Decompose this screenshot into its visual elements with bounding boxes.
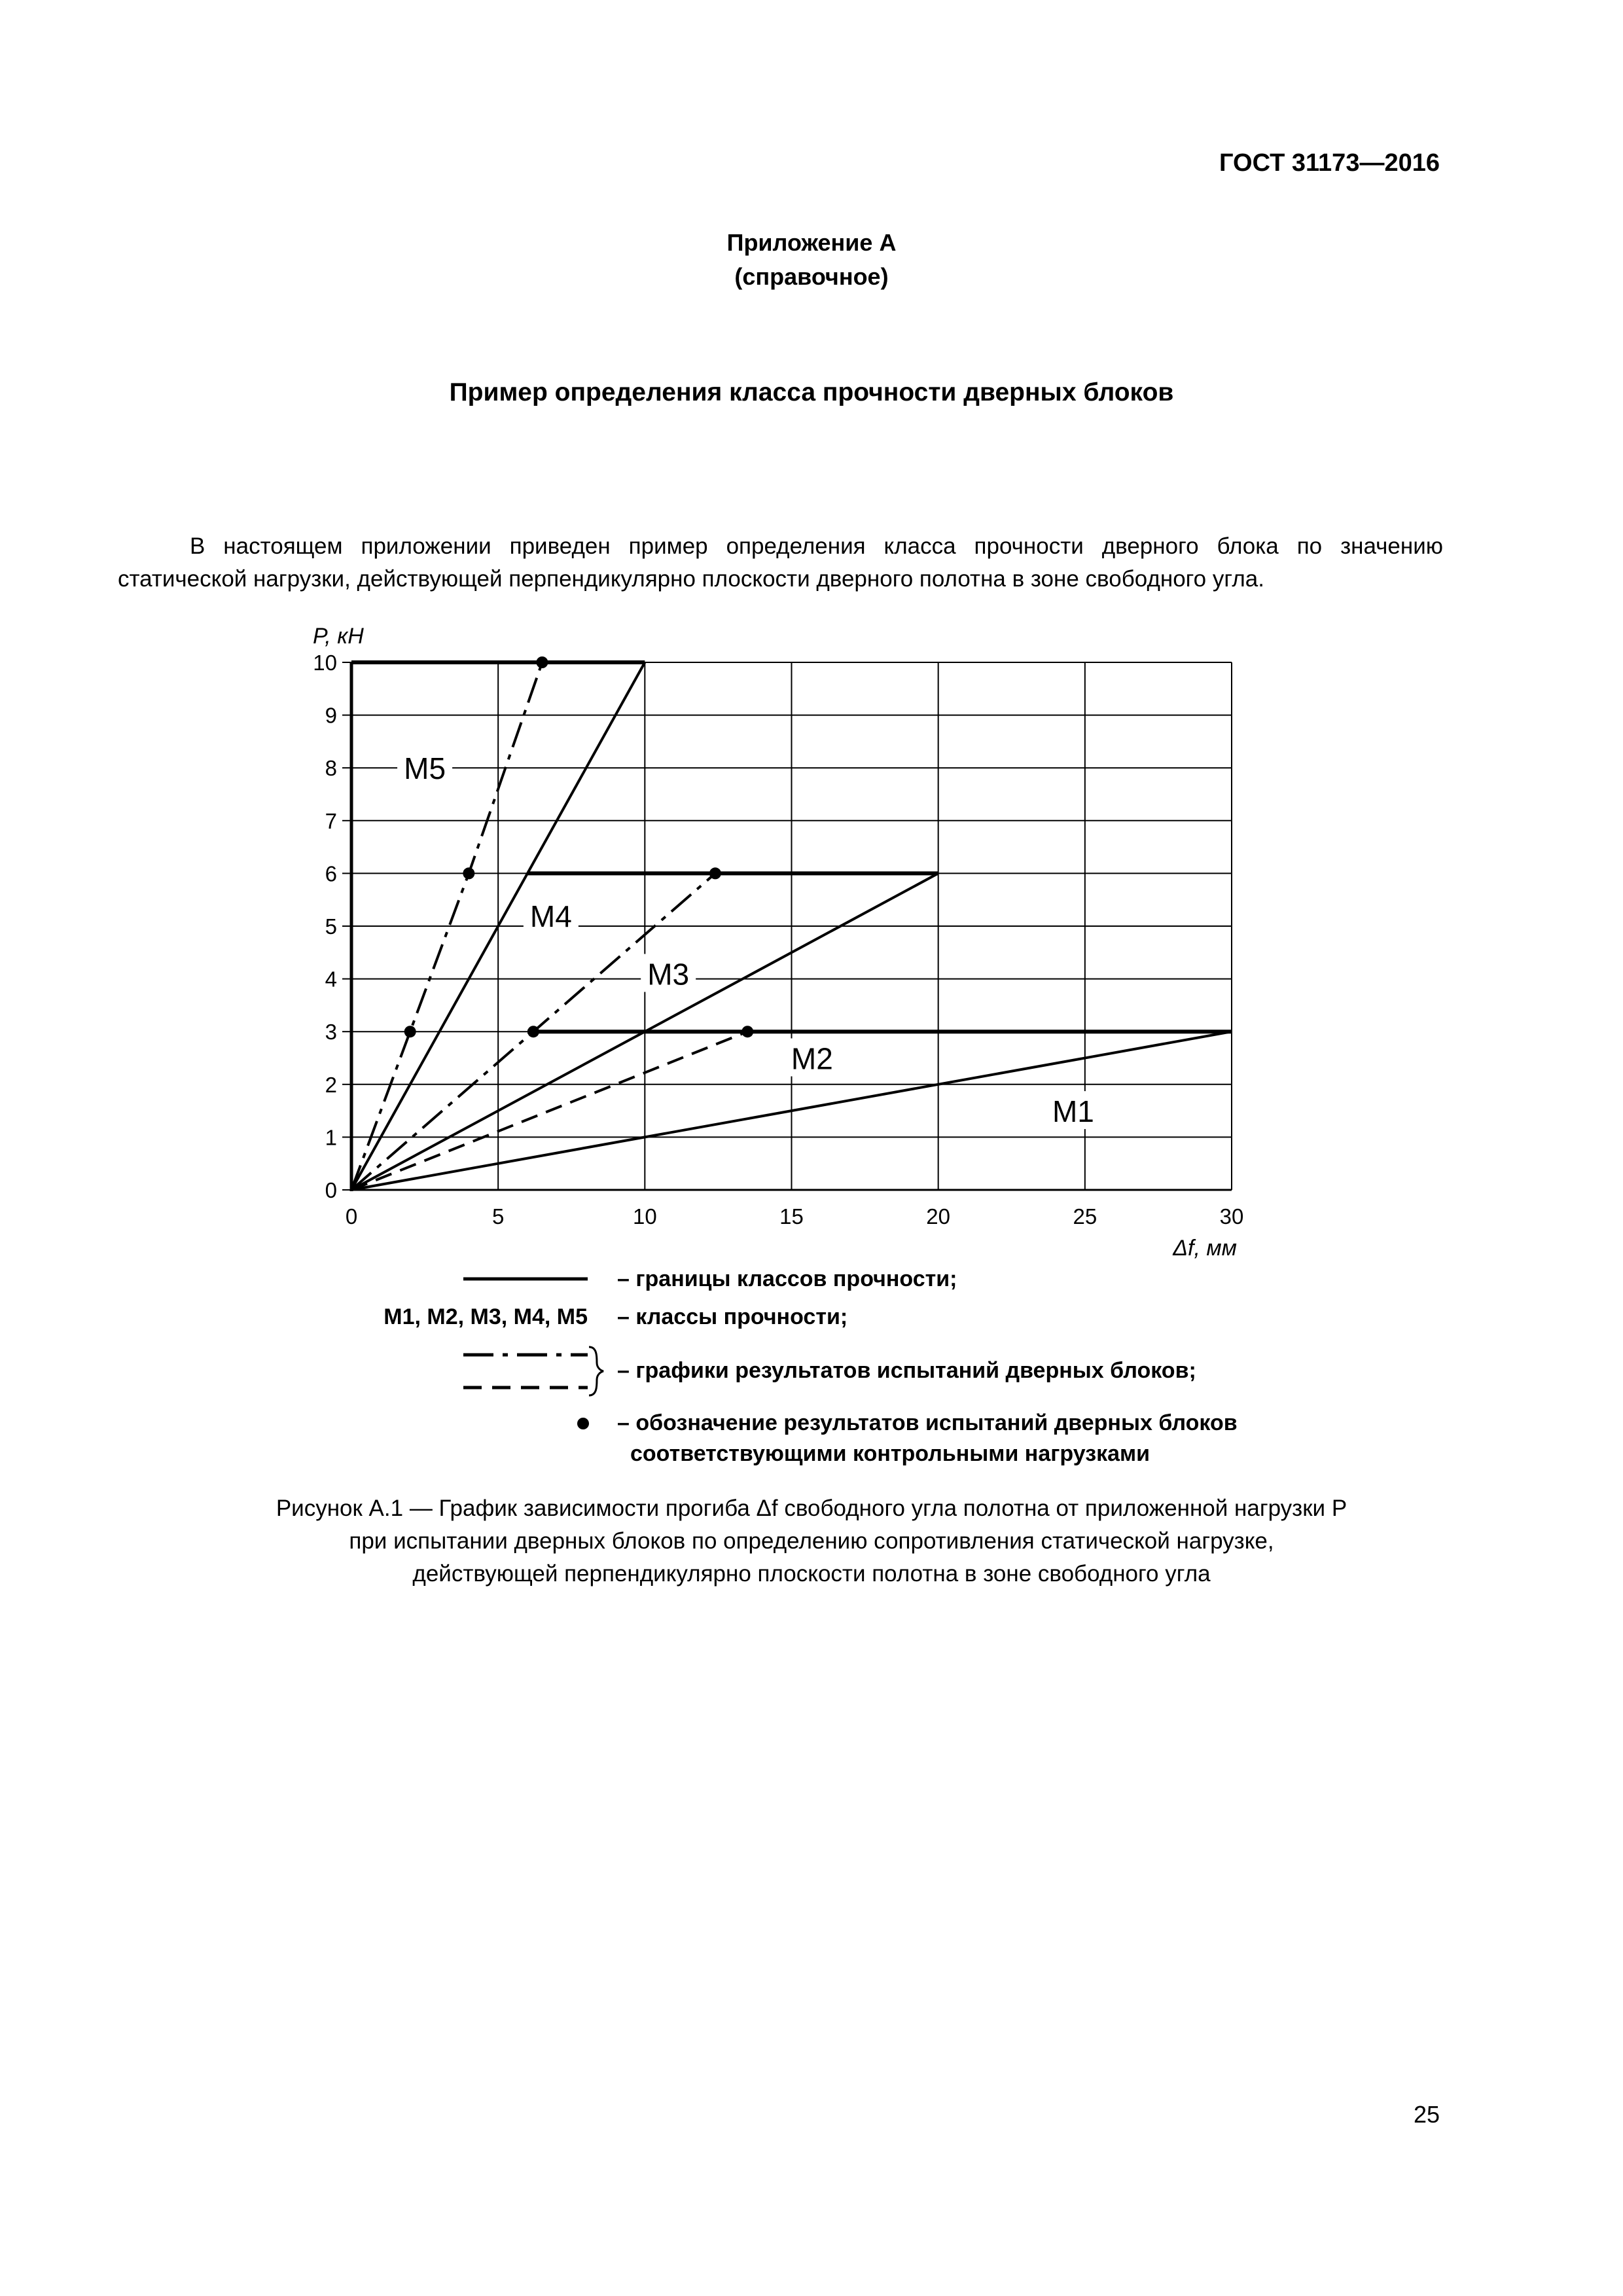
test-result-line bbox=[351, 1031, 747, 1190]
legend-point-sample bbox=[577, 1418, 589, 1429]
x-tick-label: 20 bbox=[926, 1204, 951, 1229]
x-axis-label: Δf, мм bbox=[1173, 1236, 1237, 1261]
y-axis-label: P, кН bbox=[313, 624, 364, 649]
standard-number: ГОСТ 31173—2016 bbox=[1219, 149, 1440, 177]
class-label: М1 bbox=[1052, 1094, 1094, 1129]
y-tick-label: 6 bbox=[325, 861, 337, 886]
test-result-point bbox=[527, 1026, 539, 1037]
x-tick-label: 0 bbox=[345, 1204, 358, 1229]
x-tick-label: 25 bbox=[1073, 1204, 1097, 1229]
legend-points-text-2: соответствующими контрольными нагрузками bbox=[630, 1441, 1150, 1466]
annex-title: Приложение А bbox=[726, 229, 897, 256]
class-label: М3 bbox=[647, 957, 690, 992]
y-tick-label: 4 bbox=[325, 967, 337, 992]
y-tick-label: 9 bbox=[325, 703, 337, 728]
y-tick-label: 7 bbox=[325, 808, 337, 833]
caption-line-2: при испытании дверных блоков по определению сопротивления статической нагрузке, bbox=[349, 1528, 1274, 1554]
y-tick-label: 8 bbox=[325, 756, 337, 781]
x-tick-label: 5 bbox=[491, 1204, 505, 1229]
y-tick-label: 0 bbox=[325, 1178, 337, 1202]
test-result-point bbox=[463, 867, 474, 879]
y-tick-label: 1 bbox=[325, 1125, 337, 1150]
y-tick-label: 3 bbox=[325, 1020, 337, 1045]
class-label: М5 bbox=[404, 751, 446, 786]
caption-line-3: действующей перпендикулярно плоскости полотна в зоне свободного угла bbox=[412, 1561, 1211, 1587]
test-result-point bbox=[404, 1026, 416, 1037]
legend-classes-key: М1, М2, М3, М4, М5 bbox=[383, 1304, 588, 1329]
test-result-point bbox=[709, 867, 721, 879]
test-result-point bbox=[536, 656, 548, 668]
y-tick-label: 2 bbox=[325, 1072, 337, 1097]
legend-boundaries-text: – границы классов прочности; bbox=[617, 1266, 957, 1291]
annex-kind: (справочное) bbox=[734, 263, 889, 290]
class-label: М2 bbox=[791, 1041, 833, 1076]
y-tick-label: 10 bbox=[313, 651, 337, 675]
test-result-point bbox=[741, 1026, 753, 1037]
x-tick-label: 30 bbox=[1219, 1204, 1244, 1229]
section-title: Пример определения класса прочности дверных блоков bbox=[449, 378, 1174, 406]
caption-line-1: Рисунок А.1 — График зависимости прогиба Δf свободного угла полотна от приложенной нагрузки P bbox=[276, 1496, 1347, 1521]
legend-points-text: – обозначение результатов испытаний дверных блоков bbox=[617, 1410, 1238, 1435]
class-label: М4 bbox=[529, 899, 572, 933]
page-number: 25 bbox=[1413, 2101, 1440, 2128]
legend-classes-text: – классы прочности; bbox=[617, 1304, 848, 1329]
y-tick-label: 5 bbox=[325, 914, 337, 939]
figure-caption bbox=[0, 1492, 1623, 1590]
chart-ticks bbox=[313, 651, 1243, 1229]
legend-brace bbox=[589, 1347, 603, 1395]
intro-text: В настоящем приложении приведен пример определения класса прочности дверного блока по значению статической нагрузки, действующей перпендикулярно плоскости дверного полотна в зоне свободного угла. bbox=[118, 533, 1443, 592]
x-tick-label: 10 bbox=[632, 1204, 657, 1229]
x-tick-label: 15 bbox=[779, 1204, 804, 1229]
legend-test-graphs-text: – графики результатов испытаний дверных блоков; bbox=[617, 1358, 1196, 1383]
